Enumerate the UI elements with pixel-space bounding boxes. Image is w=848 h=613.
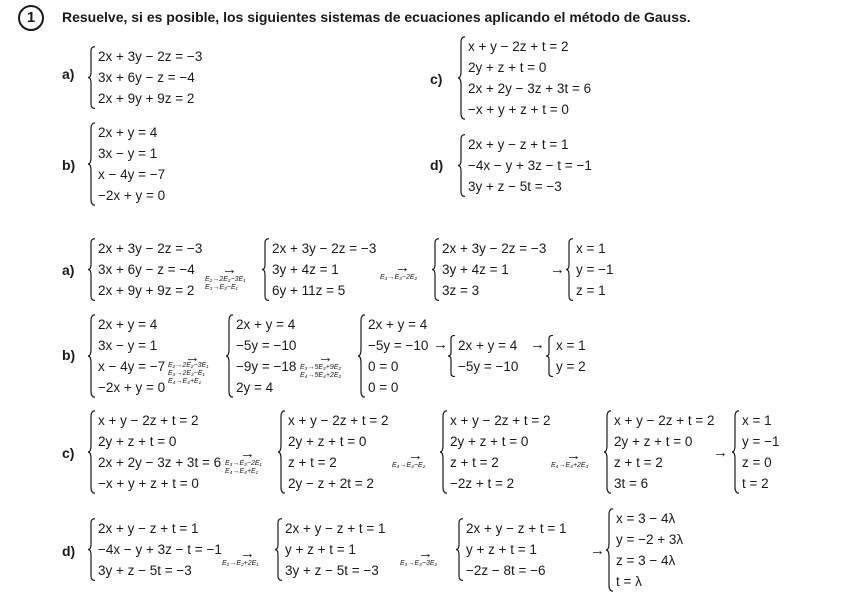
arrow-icon: → (566, 447, 581, 464)
equation: −9y = −18 (236, 359, 297, 374)
arrow-icon: → (713, 444, 728, 461)
left-brace-icon (226, 314, 234, 398)
row-operation: E₃→E₃−2E₂ (380, 274, 418, 281)
arrow-icon: → (318, 349, 333, 366)
exercise-number: 1 (18, 5, 44, 31)
row-operation: E₄→E₄+2E₃ (551, 462, 589, 469)
arrow-icon: → (590, 542, 605, 559)
solution-c-step3 (440, 410, 551, 494)
equation: y = 2 (556, 359, 586, 374)
equation: y = −2 + 3λ (616, 532, 684, 547)
left-brace-icon (88, 314, 96, 398)
equation: 3y + z − 5t = −3 (98, 563, 192, 578)
left-brace-icon (456, 518, 464, 581)
equation: 2x + 9y + 9z = 2 (98, 283, 195, 298)
solution-b-label: b) (62, 347, 76, 363)
left-brace-icon (88, 122, 96, 206)
equation: −2z − 8t = −6 (466, 563, 546, 578)
equation: z = 1 (576, 283, 606, 298)
solution-a-label: a) (62, 262, 75, 278)
equation: 0 = 0 (368, 359, 399, 374)
equation: 2x + y = 4 (98, 317, 158, 332)
solution-d-op2 (400, 560, 437, 568)
equation: 3y + 4z = 1 (272, 262, 339, 277)
row-operation: E₃→5E₃+9E₂ (300, 364, 342, 371)
equation: −x + y + z + t = 0 (98, 476, 199, 491)
equation: −5y = −10 (236, 338, 297, 353)
equation: 2x + y − z + t = 1 (98, 521, 199, 536)
solution-b-step2 (226, 314, 296, 398)
equation: 2x + 2y − 3z + 3t = 6 (468, 81, 592, 96)
equation: −4x − y + 3z − t = −1 (98, 542, 222, 557)
equation: 3y + z − 5t = −3 (468, 179, 562, 194)
equation: 2x + y = 4 (236, 317, 296, 332)
solution-c-op1 (225, 460, 262, 476)
equation: 3y + z − 5t = −3 (285, 563, 379, 578)
equation: x + y − 2z + t = 2 (98, 413, 199, 428)
equation: z = 0 (742, 455, 772, 470)
equation: x = 1 (556, 338, 586, 353)
arrow-icon: → (395, 259, 410, 276)
row-operation: E₃→2E₃−E₁ (168, 370, 205, 377)
row-operation: E₂→E₂+2E₁ (222, 560, 259, 567)
solution-b-step3 (358, 314, 428, 398)
left-brace-icon (262, 238, 270, 301)
solution-c-step2 (278, 410, 389, 494)
equation: −2x + y = 0 (98, 380, 166, 395)
equation: y = −1 (742, 434, 780, 449)
solution-a-step1 (88, 238, 202, 301)
problem-d-system (458, 134, 592, 197)
equation: 3t = 6 (614, 476, 649, 491)
equation: 2x + y − z + t = 1 (468, 137, 569, 152)
problem-b-label: b) (62, 157, 76, 173)
left-brace-icon (440, 410, 448, 494)
arrow-icon: → (550, 261, 565, 278)
solution-a-step3 (432, 238, 546, 301)
arrow-icon: → (185, 349, 200, 366)
solution-d-step2 (275, 518, 386, 581)
exercise-title: Resuelve, si es posible, los siguientes sistemas de ecuaciones aplicando el método de Gauss. (62, 9, 691, 25)
equation: z + t = 2 (288, 455, 337, 470)
solution-b-step4 (448, 335, 518, 377)
equation: z + t = 2 (614, 455, 663, 470)
solution-a-op2 (380, 274, 417, 282)
equation: 2x + 3y − 2z = −3 (442, 241, 547, 256)
equation: 2y + z + t = 0 (98, 434, 177, 449)
equation: −5y = −10 (458, 359, 519, 374)
solution-d-result (606, 508, 683, 592)
equation: z = 3 − 4λ (616, 553, 676, 568)
left-brace-icon (606, 508, 614, 592)
equation: 2x + y − z + t = 1 (285, 521, 386, 536)
left-brace-icon (432, 238, 440, 301)
equation: t = λ (616, 574, 642, 589)
solution-a-op1 (205, 276, 245, 292)
equation: x + y − 2z + t = 2 (288, 413, 389, 428)
left-brace-icon (88, 238, 96, 301)
arrow-icon: → (433, 336, 448, 353)
solution-b-step1 (88, 314, 165, 398)
solution-c-step4 (604, 410, 715, 494)
equation: 6y + 11z = 5 (272, 283, 346, 298)
equation: 3x + 6y − z = −4 (98, 262, 195, 277)
row-operation: E₄→5E₄+2E₂ (300, 372, 342, 379)
left-brace-icon (88, 518, 96, 581)
equation: y + z + t = 1 (285, 542, 356, 557)
problem-d-label: d) (430, 157, 444, 173)
equation: x = 3 − 4λ (616, 511, 676, 526)
arrow-icon: → (530, 336, 545, 353)
equation: 2y + z + t = 0 (614, 434, 693, 449)
left-brace-icon (458, 134, 466, 197)
equation: t = 2 (742, 476, 769, 491)
left-brace-icon (448, 335, 456, 377)
equation: x − 4y = −7 (98, 167, 166, 182)
solution-c-step1 (88, 410, 221, 494)
equation: −x + y + z + t = 0 (468, 102, 569, 117)
equation: −5y = −10 (368, 338, 429, 353)
equation: 2x + 3y − 2z = −3 (98, 49, 203, 64)
equation: 0 = 0 (368, 380, 399, 395)
equation: 2x + y = 4 (458, 338, 518, 353)
left-brace-icon (278, 410, 286, 494)
solution-d-label: d) (62, 543, 76, 559)
problem-b-system (88, 122, 165, 206)
arrow-icon: → (222, 261, 237, 278)
solution-c-op3 (551, 462, 588, 470)
equation: 2x + 3y − 2z = −3 (272, 241, 377, 256)
left-brace-icon (275, 518, 283, 581)
arrow-icon: → (408, 447, 423, 464)
equation: 2x + y = 4 (98, 125, 158, 140)
equation: 3y + 4z = 1 (442, 262, 509, 277)
left-brace-icon (88, 46, 96, 109)
solution-b-op1 (168, 362, 208, 386)
row-operation: E₃→E₃−2E₁ (225, 460, 262, 467)
row-operation: E₃→E₃−3E₂ (400, 560, 438, 567)
equation: 3x − y = 1 (98, 146, 158, 161)
row-operation: E₂→2E₂−3E₁ (205, 276, 246, 283)
solution-a-step2 (262, 238, 376, 301)
left-brace-icon (604, 410, 612, 494)
equation: x + y − 2z + t = 2 (614, 413, 715, 428)
row-operation: E₃→E₃−E₁ (205, 284, 238, 291)
equation: x = 1 (576, 241, 606, 256)
solution-c-label: c) (62, 445, 75, 461)
problem-a-label: a) (62, 66, 75, 82)
row-operation: E₄→E₄+E₁ (168, 378, 201, 385)
left-brace-icon (546, 335, 554, 377)
problem-c-label: c) (430, 71, 443, 87)
left-brace-icon (358, 314, 366, 398)
equation: 2y − z + 2t = 2 (288, 476, 374, 491)
solution-c-op2 (392, 462, 425, 470)
left-brace-icon (566, 238, 574, 301)
solution-d-step3 (456, 518, 567, 581)
equation: x + y − 2z + t = 2 (468, 39, 569, 54)
equation: x + y − 2z + t = 2 (450, 413, 551, 428)
equation: 2x + y = 4 (368, 317, 428, 332)
equation: y = −1 (576, 262, 614, 277)
equation: 3x + 6y − z = −4 (98, 70, 195, 85)
equation: 2x + 2y − 3z + 3t = 6 (98, 455, 222, 470)
equation: 2y + z + t = 0 (468, 60, 547, 75)
left-brace-icon (88, 410, 96, 494)
solution-c-result (732, 410, 780, 494)
solution-b-op2 (300, 364, 341, 380)
left-brace-icon (458, 36, 466, 120)
equation: x − 4y = −7 (98, 359, 166, 374)
row-operation: E₄→E₄+E₁ (225, 468, 258, 475)
equation: 3z = 3 (442, 283, 480, 298)
equation: 3x − y = 1 (98, 338, 158, 353)
equation: −4x − y + 3z − t = −1 (468, 158, 592, 173)
equation: x = 1 (742, 413, 772, 428)
equation: −2z + t = 2 (450, 476, 515, 491)
row-operation: E₄→E₄−E₂ (392, 462, 426, 469)
problem-a-system (88, 46, 202, 109)
equation: y + z + t = 1 (466, 542, 537, 557)
solution-b-result (546, 335, 586, 377)
row-operation: E₂→2E₂−3E₁ (168, 362, 209, 369)
problem-c-system (458, 36, 591, 120)
equation: −2x + y = 0 (98, 188, 166, 203)
equation: 2x + y − z + t = 1 (466, 521, 567, 536)
solution-d-step1 (88, 518, 222, 581)
left-brace-icon (732, 410, 740, 494)
equation: 2x + 3y − 2z = −3 (98, 241, 203, 256)
arrow-icon: → (240, 445, 255, 462)
equation: 2x + 9y + 9z = 2 (98, 91, 195, 106)
arrow-icon: → (418, 545, 433, 562)
equation: 2y = 4 (236, 380, 274, 395)
equation: z + t = 2 (450, 455, 499, 470)
solution-a-result (566, 238, 614, 301)
solution-d-op1 (222, 560, 259, 568)
arrow-icon: → (240, 545, 255, 562)
equation: 2y + z + t = 0 (450, 434, 529, 449)
equation: 2y + z + t = 0 (288, 434, 367, 449)
